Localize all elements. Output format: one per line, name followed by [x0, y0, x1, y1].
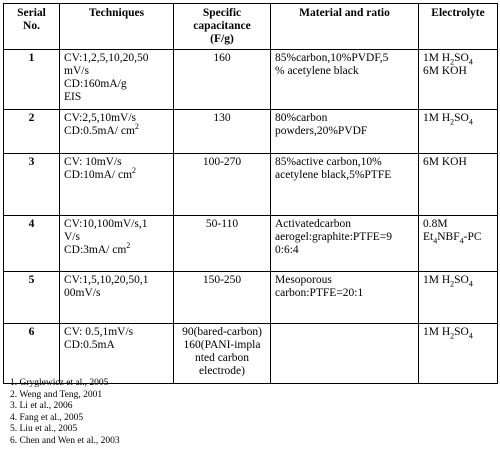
table-row: [4, 324, 498, 384]
header-electrolyte: Electrolyte: [419, 4, 498, 50]
serial-cell: 4: [4, 216, 60, 272]
capacitance-cell: 130: [174, 110, 271, 154]
techniques-cell: CV:2,5,10mV/s CD:0.5mA/ $cm^2$: [60, 110, 174, 154]
material-cell: Mesoporous carbon:PTFE=20:1: [271, 272, 419, 324]
reference-item: 3. Li et al., 2006: [10, 401, 73, 411]
serial-cell: 3: [4, 154, 60, 216]
electrolyte-cell: 1M $H_2SO_4$: [419, 324, 498, 384]
techniques-cell: CV: 0.5,1mV/s CD:0.5mA: [60, 324, 174, 384]
capacitance-table: [3, 3, 498, 384]
table-row: [4, 50, 498, 110]
capacitance-cell: 160: [174, 50, 271, 110]
header-capacitance: Specific capacitance (F/g): [174, 4, 271, 50]
header-serial: Serial No.: [4, 4, 60, 50]
table-row: [4, 154, 498, 216]
reference-item: 2. Weng and Teng, 2001: [10, 389, 103, 400]
material-cell: Activatedcarbon aerogel:graphite:PTFE=9 0:6:4: [271, 216, 419, 272]
header-techniques: Techniques: [60, 4, 174, 50]
capacitance-cell: 90(bared-carbon) 160(PANI-impla nted carbon electrode): [174, 324, 271, 384]
capacitance-cell: 100-270: [174, 154, 271, 216]
electrolyte-cell: 6M KOH: [419, 154, 498, 216]
table-row: [4, 216, 498, 272]
header-row: [4, 4, 498, 50]
capacitance-cell: 150-250: [174, 272, 271, 324]
electrolyte-cell: 1M $H_2SO_4$ 6M KOH: [419, 50, 498, 110]
references-list: [3, 378, 120, 447]
techniques-cell: CV:1,5,10,20,50,1 00mV/s: [60, 272, 174, 324]
table-row: [4, 110, 498, 154]
capacitance-cell: 50-110: [174, 216, 271, 272]
table-container: [3, 3, 497, 384]
techniques-cell: CV:10,100mV/s,1 V/s CD:3mA/ $cm^2$: [60, 216, 174, 272]
material-cell: 85%active carbon,10% acetylene black,5%PTFE: [271, 154, 419, 216]
reference-item: 6. Chen and Wen et al., 2003: [10, 435, 120, 446]
electrolyte-cell: 1M $H_2SO_4$: [419, 110, 498, 154]
material-cell: 85%carbon,10%PVDF,5 % acetylene black: [271, 50, 419, 110]
electrolyte-cell: 0.8M $Et_4NBF_4-PC$: [419, 216, 498, 272]
serial-cell: 2: [4, 110, 60, 154]
techniques-cell: CV: 10mV/s CD:10mA/ $cm^2$: [60, 154, 174, 216]
serial-cell: 6: [4, 324, 60, 384]
material-cell: 80%carbon powders,20%PVDF: [271, 110, 419, 154]
techniques-cell: CV:1,2,5,10,20,50 mV/s CD:160mA/g EIS: [60, 50, 174, 110]
table-row: [4, 272, 498, 324]
electrolyte-cell: 1M $H_2SO_4$: [419, 272, 498, 324]
serial-cell: 1: [4, 50, 60, 110]
header-material: Material and ratio: [271, 4, 419, 50]
material-cell: [271, 324, 419, 384]
reference-item: 1. Gryglewicz et al., 2005: [10, 378, 109, 388]
reference-item: 5. Liu et al., 2005: [10, 424, 78, 434]
reference-item: 4. Fang et al., 2005: [10, 412, 84, 423]
serial-cell: 5: [4, 272, 60, 324]
